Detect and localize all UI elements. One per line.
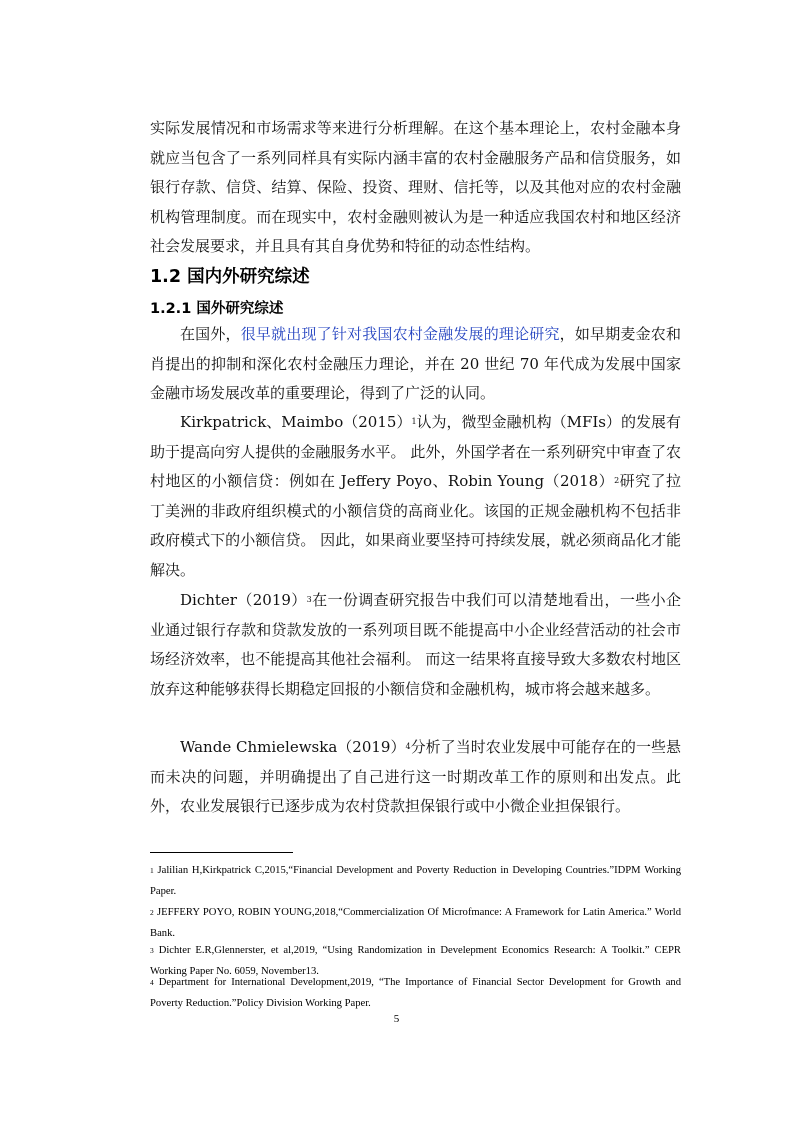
footnote-text: JEFFERY POYO, ROBIN YOUNG,2018,“Commercialization Of Microfmance: A Framework for Latin America.” World Bank. — [150, 907, 681, 939]
footnote-ref-1[interactable]: 1 — [411, 417, 417, 426]
paragraph-text: Dichter（2019） — [180, 591, 307, 609]
paragraph-text: 分析了当时农业发展中可能存在的一些悬而未决的问题，并明确提出了自己进行这一时期改革工作的原则和出发点。此外，农业发展银行已逐步成为农村贷款担保银行或中小微企业担保银行。 — [150, 738, 681, 816]
footnote-text: Department for International Development,2019, “The Importance of Financial Sector Development for Growth and Poverty Reduction.”Policy Division Working Paper. — [150, 977, 681, 1009]
footnote-number: 2 — [150, 908, 154, 917]
footnote-number: 1 — [150, 866, 154, 875]
footnote-2 — [150, 903, 681, 944]
footnote-ref-2[interactable]: 2 — [614, 476, 620, 486]
paragraph-foreign-research — [150, 320, 681, 409]
paragraph-dichter — [150, 586, 681, 704]
paragraph-intro: 实际发展情况和市场需求等来进行分析理解。在这个基本理论上，农村金融本身就应当包含了一系列同样具有实际内涵丰富的农村金融服务产品和信贷服务，如银行存款、信贷、结算、保险、投资、理财、信托等，以及其他对应的农村金融机构管理制度。而在现实中，农村金融则被认为是一种适应我国农村和地区经济社会发展要求，并且具有其自身优势和特征的动态性结构。 — [150, 119, 681, 256]
footnote-text: Dichter E.R,Glennerster, et al,2019, “Using Randomization in Develepment Economics Research: A Toolkit.” CEPR Working Paper No. 6059, November13. — [150, 945, 681, 977]
paragraph-text: 认为，微型金融机构（MFIs）的发展有助于提高向穷人提供的金融服务水平。 此外，外国学者在一系列研究中审查了农村地区的小额信贷：例如在 Jeffery Poyo、Robin Young（2018） — [150, 413, 681, 491]
footnote-text: Jalilian H,Kirkpatrick C,2015,“Financial Development and Poverty Reduction in Developing Countries.”IDPM Working Paper. — [150, 865, 681, 897]
page-number: 5 — [393, 1013, 400, 1025]
paragraph-text: 在国外， — [180, 325, 241, 343]
footnote-divider — [150, 852, 293, 853]
footnote-number: 3 — [150, 946, 154, 955]
footnote-4 — [150, 973, 681, 1014]
subsection-heading-1-2-1: 1.2.1 国外研究综述 — [150, 301, 284, 317]
paragraph-chmielewska — [150, 733, 681, 822]
paragraph-text: Wande Chmielewska（2019） — [180, 738, 406, 756]
paragraph-text: 研究了拉丁美洲的非政府组织模式的小额信贷的高商业化。该国的正规金融机构不包括非政府模式下的小额信贷。 因此，如果商业要坚持可持续发展，就必须商品化才能解决。 — [150, 472, 681, 579]
paragraph-text: ，如早期麦金农和肖提出的抑制和深化农村金融压力理论，并在 20 世纪 70 年代成为发展中国家金融市场发展改革的重要理论，得到了广泛的认同。 — [150, 325, 681, 403]
footnote-ref-3[interactable]: 3 — [306, 595, 312, 604]
footnote-1 — [150, 861, 681, 902]
footnote-number: 4 — [150, 978, 154, 987]
footnote-ref-4[interactable]: 4 — [405, 742, 411, 751]
paragraph-text: Kirkpatrick、Maimbo（2015） — [180, 413, 412, 431]
highlighted-link[interactable]: 很早就出现了针对我国农村金融发展的理论研究 — [240, 325, 560, 343]
paragraph-text: 在一份调查研究报告中我们可以清楚地看出，一些小企业通过银行存款和贷款发放的一系列项目既不能提高中小企业经营活动的社会市场经济效率，也不能提高其他社会福利。 而这一结果将直接导致大多数农村地区放弃这种能够获得长期稳定回报的小额信贷和金融机构，城市将会越来越多。 — [150, 591, 681, 698]
section-heading-1-2: 1.2 国内外研究综述 — [150, 267, 310, 287]
paragraph-kirkpatrick — [150, 408, 681, 586]
